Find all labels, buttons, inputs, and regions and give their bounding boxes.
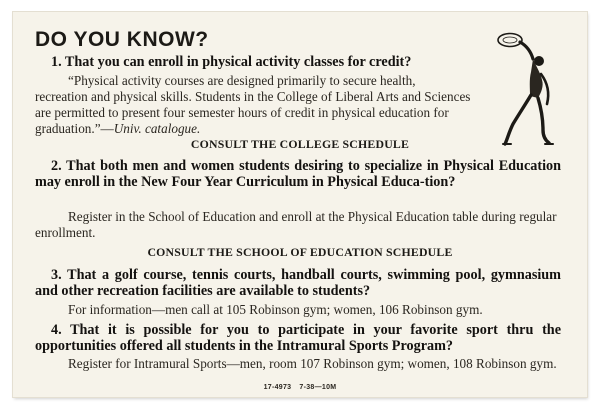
- consult-education-schedule: CONSULT THE SCHOOL OF EDUCATION SCHEDULE: [147, 245, 453, 259]
- education-registration-text: Register in the School of Education and enroll at the Physical Education table during regular enrollment.: [35, 209, 557, 240]
- question-3: 3. That a golf course, tennis courts, handball courts, swimming pool, gymnasium and other recreation facilities are available to students?: [35, 267, 561, 299]
- postcard: [13, 12, 587, 397]
- print-code-run: 7-38—10M: [299, 384, 337, 391]
- catalogue-quote: [35, 73, 471, 137]
- catalogue-quote-text: “Physical activity courses are designed primarily to secure health, recreation and physical skills. Students in the College of Liberal Arts and Sciences are permitted to present four semester hours of credit in physical education for graduation.”—: [35, 73, 471, 136]
- facilities-information: For information—men call at 105 Robinson gym; women, 106 Robinson gym.: [68, 302, 483, 317]
- question-2: 2. That both men and women students desiring to specialize in Physical Education may enroll in the New Four Year Curriculum in Physical Educa-tion?: [35, 158, 561, 190]
- consult-college-schedule: CONSULT THE COLLEGE SCHEDULE: [190, 137, 410, 151]
- catalogue-source: Univ. catalogue.: [113, 121, 201, 136]
- card-title: DO YOU KNOW?: [35, 28, 209, 51]
- intramural-registration-text: Register for Intramural Sports—men, room 107 Robinson gym; women, 108 Robinson gym.: [68, 356, 557, 371]
- question-4: 4. That it is possible for you to participate in your favorite sport thru the opportunities offered all students in the Intramural Sports Program?: [35, 322, 561, 354]
- print-code-number: 17-4973: [263, 384, 292, 391]
- discus-thrower-illustration: [489, 30, 561, 146]
- question-1: 1. That you can enroll in physical activity classes for credit?: [51, 54, 412, 70]
- print-code: [13, 384, 587, 391]
